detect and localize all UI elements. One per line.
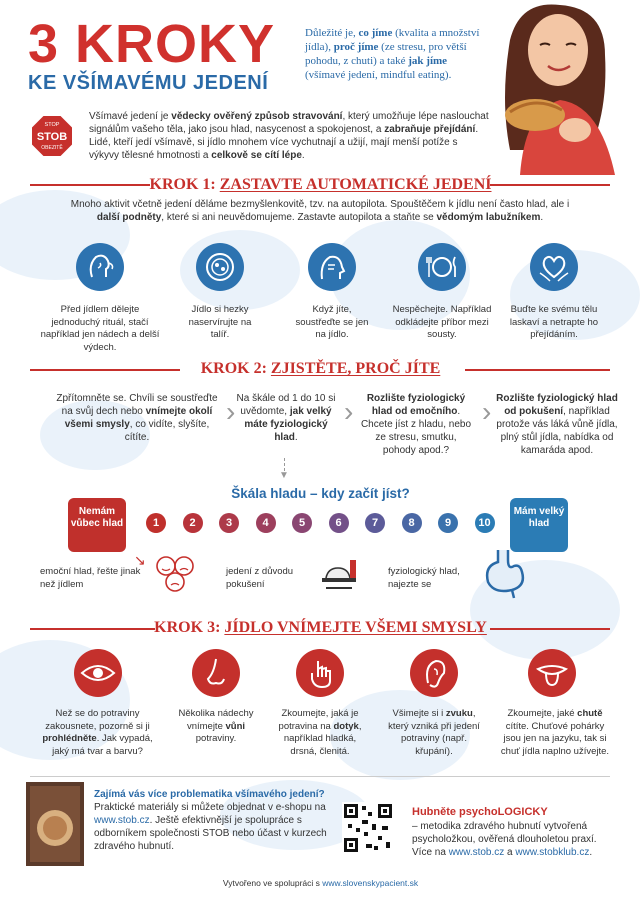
krok3-caption: Zkoumejte, jaké chutě cítíte. Chuťové pohárky jsou jen na jazyku, tak si chuť jídla naplno užívejte. — [500, 708, 610, 757]
focus-head-icon — [308, 243, 356, 291]
page-subtitle: KE VŠÍMAVÉMU JEDENÍ — [28, 72, 269, 94]
stob-logo — [30, 114, 74, 158]
stobklub-link[interactable]: www.stobklub.cz — [515, 847, 590, 858]
krok3-caption: Několika nádechy vnímejte vůni potraviny. — [178, 708, 254, 744]
cutlery-icon — [418, 243, 466, 291]
krok2-step: Na škále od 1 do 10 si uvědomte, jak velký máte fyziologický hlad. — [236, 393, 336, 443]
scale-number-9: 9 — [438, 513, 458, 533]
bottom-right-text: – metodika zdravého hubnutí vytvořená psycholožkou, ověřená dlouholetou praxí. Více na www.stob.cz a www.stobklub.cz. — [412, 821, 597, 858]
krok1-caption: Když jíte, soustřeďte se jen na jídlo. — [295, 304, 369, 340]
arrow-icon: ↘ — [134, 552, 146, 568]
touch-hand-icon — [296, 649, 344, 697]
krok1-caption: Nespěchejte. Například odkládejte příbor mezi sousty. — [392, 304, 492, 340]
nose-icon — [192, 649, 240, 697]
krok2-heading: KROK 2: ZJISTĚTE, PROČ JÍTE — [200, 360, 441, 377]
krok1-caption: Jídlo si hezky naservírujte na talíř. — [188, 304, 252, 340]
scale-number-6: 6 — [329, 513, 349, 533]
krok3-heading: KROK 3: JÍDLO VNÍMEJTE VŠEMI SMYSLY — [154, 619, 487, 636]
book-cover-image — [26, 782, 84, 866]
no-hunger-label: Nemám vůbec hlad — [68, 498, 126, 552]
krok1-heading: KROK 1: ZASTAVTE AUTOMATICKÉ JEDENÍ — [149, 176, 492, 193]
scale-number-5: 5 — [292, 513, 312, 533]
breathing-head-icon — [76, 243, 124, 291]
page-title: 3 KROKY — [28, 14, 276, 74]
bottom-left-text: Zajímá vás více problematika všímavého jedení? Praktické materiály si můžete objednat v e-shopu na www.stob.cz. Ještě efektivnější je spolupráce s odborníkem společnosti STOB nebo účast v kurzech zdravého hubnutí. — [94, 789, 327, 852]
stomach-icon — [478, 544, 534, 605]
svg-text:OBEZITĚ: OBEZITĚ — [41, 145, 63, 151]
bottom-right-title: Hubněte psychoLOGICKY — [412, 806, 548, 818]
food-tray-icon — [314, 548, 364, 603]
krok3-caption: Zkoumejte, jaká je potravina na dotyk, například hladká, drsná, členitá. — [278, 708, 362, 757]
krok2-step: Rozlište fyziologický hlad od emočního. Chcete jíst z hladu, nebo ze stresu, smutku, pohody apod.? — [360, 393, 472, 456]
scale-number-2: 2 — [183, 513, 203, 533]
woman-eating-illustration — [480, 0, 641, 175]
scale-number-1: 1 — [146, 513, 166, 533]
bottom-divider — [30, 776, 610, 777]
scale-number-8: 8 — [402, 513, 422, 533]
scale-number-3: 3 — [219, 513, 239, 533]
intro-paragraph: Všímavé jedení je vědecky ověřený způsob stravování, který umožňuje lépe naslouchat signálům vašeho těla, jako jsou hlad, nasycenost a spokojenost, a zabraňuje přejídání. Lidé, kteří jedí všímavě, si jídlo mnohem více vychutnají a užijí, mají menší potíže s výkyvy tělesné hmotnosti a celkově se cítí lépe. — [89, 111, 489, 161]
svg-text:STOB: STOB — [36, 131, 68, 143]
chevron-right-icon: › — [226, 396, 236, 427]
krok1-intro: Mnoho aktivit včetně jedení děláme bezmyšlenkovitě, tzv. na autopilota. Spouštěčem k jídlu není často hlad, ale i další podněty, které si ani neuvědomujeme. Zastavte autopilota a staňte se vědomým labužníkem. — [70, 199, 570, 223]
qr-code — [342, 802, 394, 854]
scale-number-7: 7 — [365, 513, 385, 533]
ear-icon — [410, 649, 458, 697]
krok3-caption: Než se do potraviny zakousnete, pozorně si ji prohlédněte. Jak vypadá, jaký má tvar a barvu? — [42, 708, 153, 757]
krok3-caption: Všimejte si i zvuku, který vzniká při jedení potraviny (např. křupání). — [388, 708, 480, 757]
outcome-text: fyziologický hlad, najezte se — [388, 566, 460, 590]
krok2-step: Zpřítomněte se. Chvíli se soustřeďte na svůj dech nebo vnímejte okolí všemi smysly, co vidíte, slyšíte, cítíte. — [56, 393, 218, 443]
plate-icon — [196, 243, 244, 291]
arrow-down-icon: ▼ — [279, 470, 289, 481]
krok2-step: Rozlište fyziologický hlad od pokušení, například protože vás láká vůně jídla, plný stůl jídla, nabídka od kamaráda apod. — [496, 393, 618, 456]
slovenskypacient-link[interactable]: www.slovenskypacient.sk — [322, 878, 419, 888]
krok1-caption: Před jídlem dělejte jednoduchý rituál, stačí například jen nádech a delší výdech. — [40, 304, 160, 353]
chevron-right-icon: › — [344, 396, 354, 427]
tongue-icon — [528, 649, 576, 697]
scale-number-10: 10 — [475, 513, 495, 533]
krok1-caption: Buďte ke svému tělu laskaví a netrapte ho přejídáním. — [509, 304, 599, 340]
big-hunger-label: Mám velký hlad — [510, 498, 568, 552]
eye-icon — [74, 649, 122, 697]
stob-link[interactable]: www.stob.cz — [94, 815, 150, 826]
heart-hands-icon — [530, 243, 578, 291]
intro-aside: Důležité je, co jíme (kvalita a množství jídla), proč jíme (ze stresu, pro větší pohodu, z chuti) a také jak jíme (všímavé jedení, mindful eating). — [305, 27, 480, 81]
outcome-text: emoční hlad, řešte jinak než jídlem — [40, 566, 141, 590]
stob-link[interactable]: www.stob.cz — [448, 847, 505, 858]
emotion-faces-icon — [150, 548, 200, 603]
hunger-scale-title: Škála hladu – kdy začít jíst? — [231, 486, 410, 501]
svg-text:STOP: STOP — [44, 122, 60, 128]
scale-number-4: 4 — [256, 513, 276, 533]
footer: Vytvořeno ve spolupráci s www.slovenskypacient.sk — [222, 878, 419, 888]
chevron-right-icon: › — [482, 396, 492, 427]
outcome-text: jedení z důvodu pokušení — [226, 566, 294, 590]
